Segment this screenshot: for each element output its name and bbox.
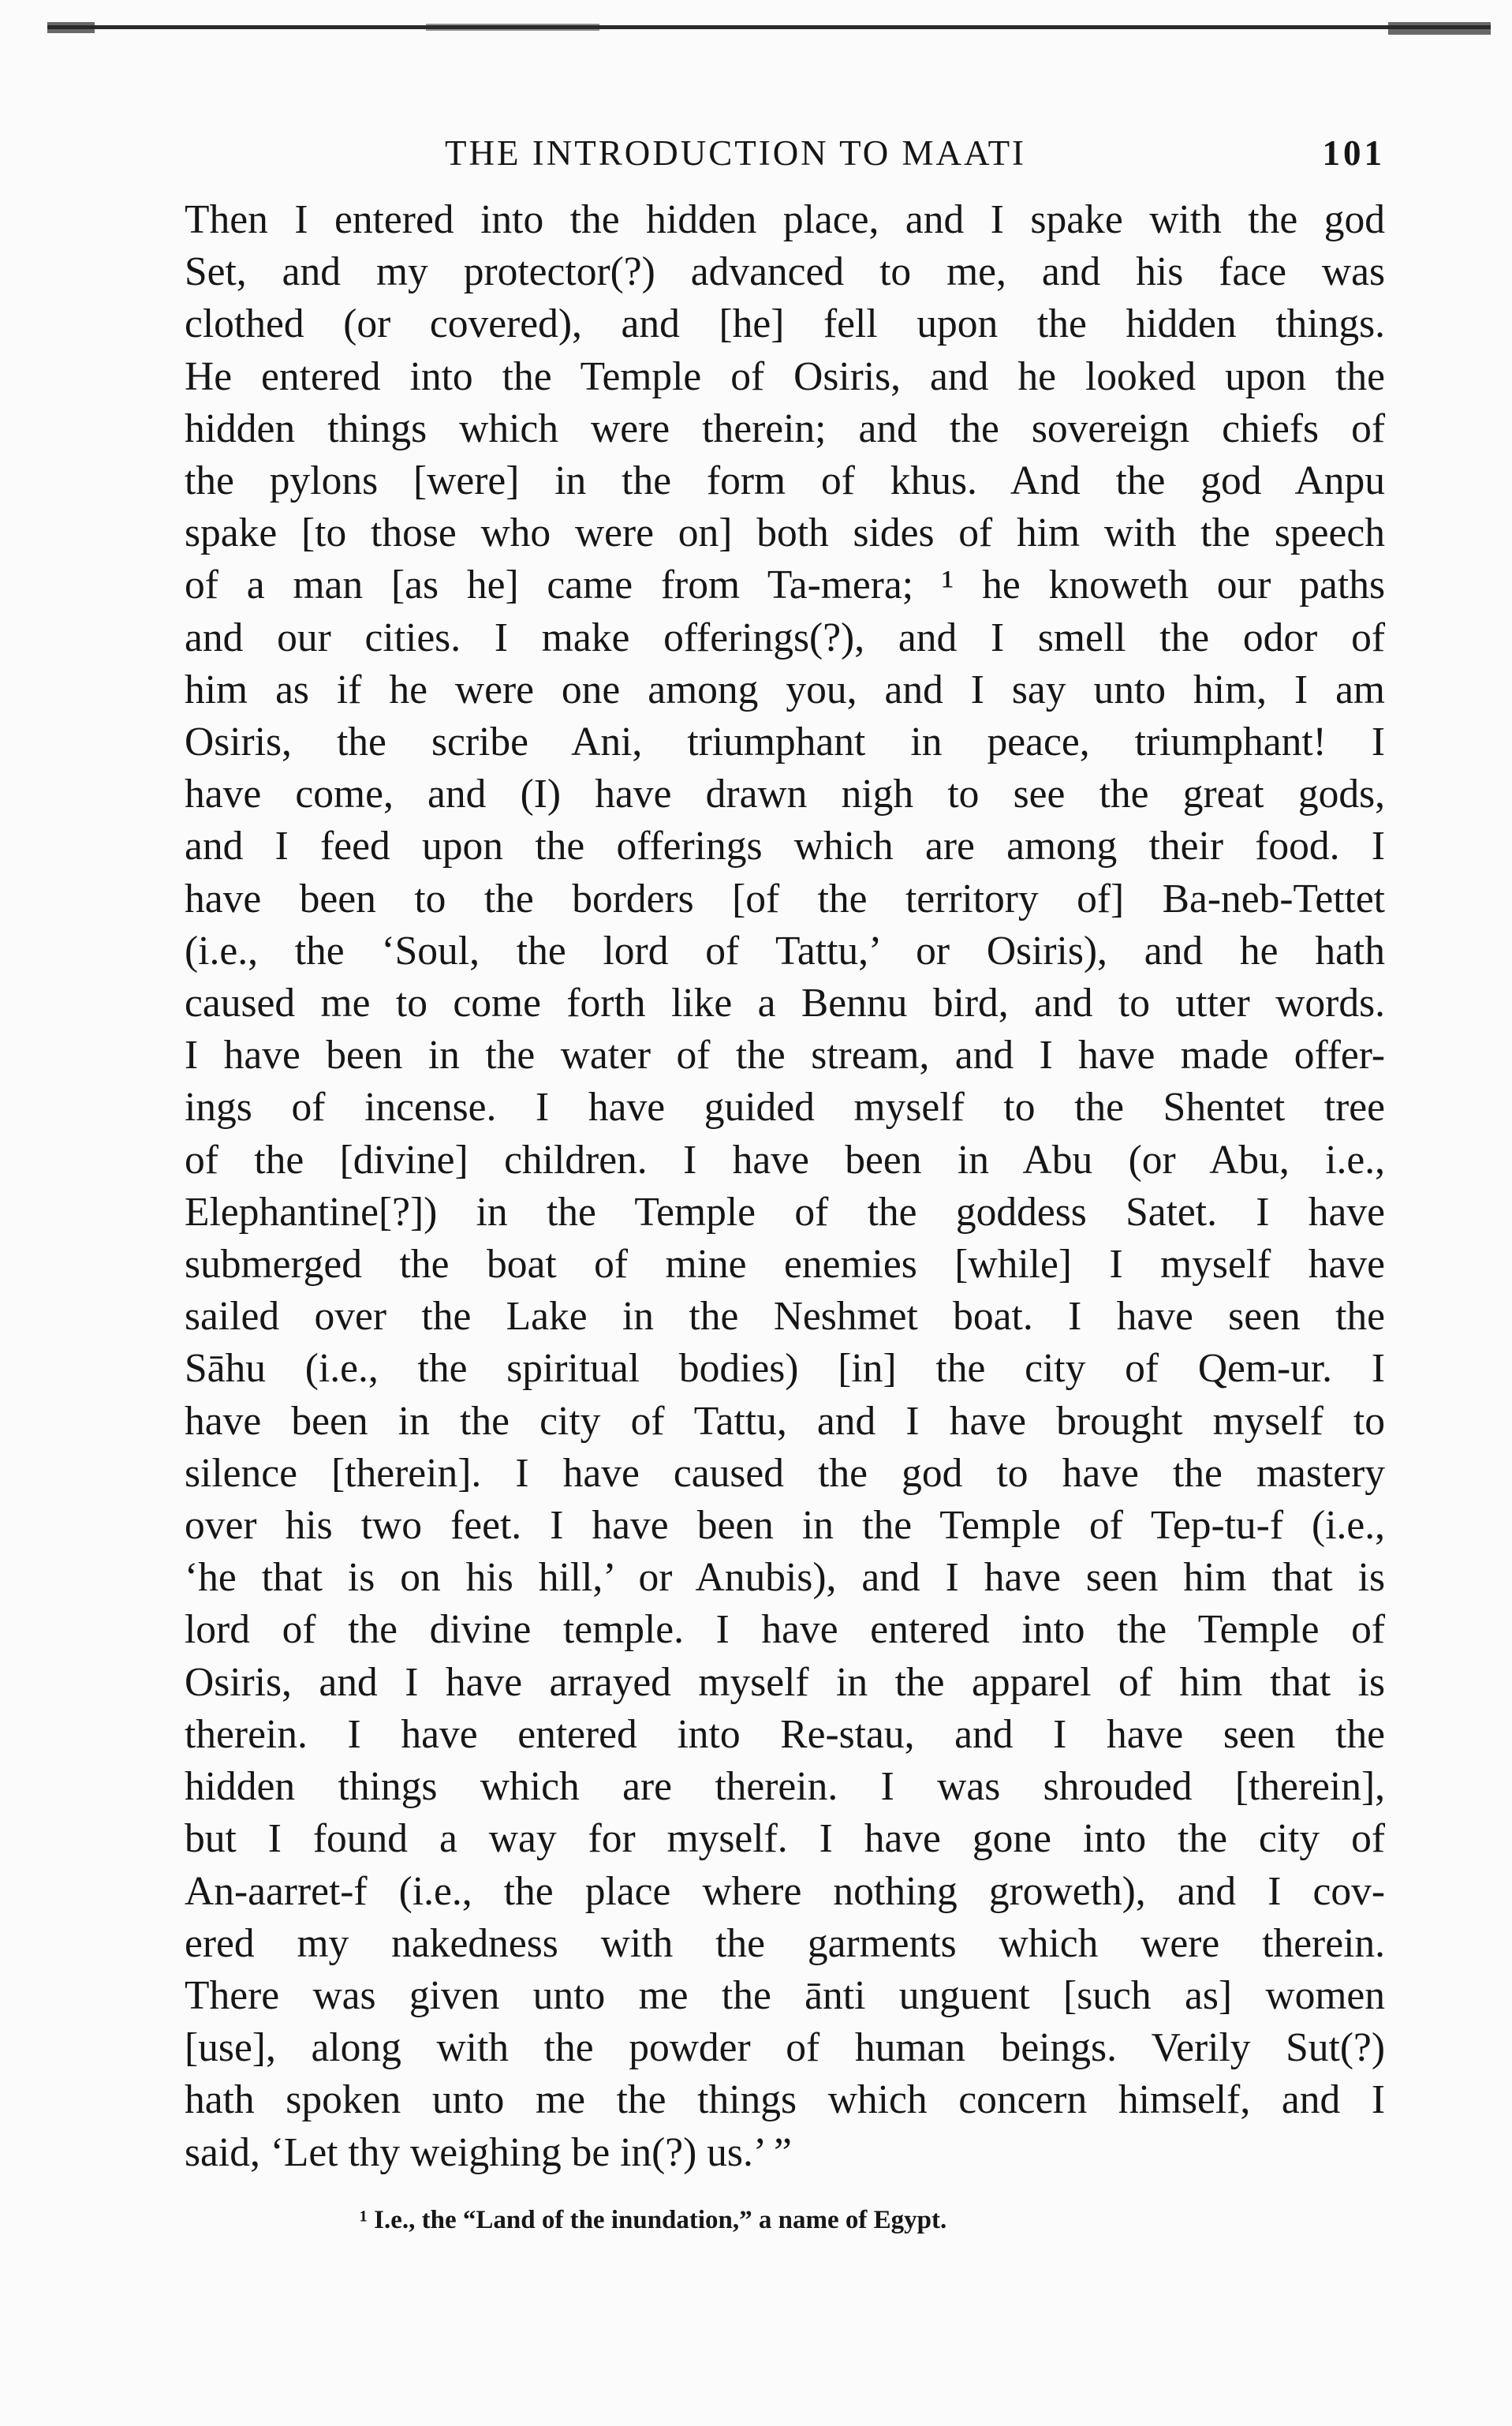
text-line: said, ‘Let thy weighing be in(?) us.’ ” [185, 2129, 792, 2175]
text-line: ered my nakedness with the garments which were therein. [185, 1920, 1385, 1966]
text-line: hidden things which are therein. I was shrouded [therein], [185, 1764, 1385, 1810]
text-line: caused me to come forth like a Bennu bird, and to utter words. [185, 981, 1385, 1026]
text-line: spake [to those who were on] both sides of him with the speech [185, 510, 1385, 556]
text-line: hath spoken unto me the things which concern himself, and I [185, 2077, 1385, 2123]
book-page [185, 118, 1385, 2235]
text-line: have been to the borders [of the territory of] Ba-neb-Tettet [185, 876, 1385, 921]
text-line: submerged the boat of mine enemies [while] I myself have [185, 1242, 1385, 1288]
text-line: and our cities. I make offerings(?), and I smell the odor of [185, 615, 1385, 660]
text-line: silence [therein]. I have caused the god to have the mastery [185, 1450, 1385, 1496]
footnote: ¹ I.e., the “Land of the inundation,” a name of Egypt. [360, 2205, 947, 2234]
text-line: of the [divine] children. I have been in Abu (or Abu, i.e., [185, 1137, 1385, 1183]
text-line: I have been in the water of the stream, and I have made offer- [185, 1033, 1385, 1078]
text-line: Set, and my protector(?) advanced to me, and his face was [185, 249, 1385, 295]
text-line: lord of the divine temple. I have entered into the Temple of [185, 1607, 1385, 1653]
top-border-rule [47, 22, 1491, 39]
body-paragraph [185, 194, 1385, 2179]
text-line: Sāhu (i.e., the spiritual bodies) [in] the city of Qem-ur. I [185, 1346, 1385, 1392]
text-line: Osiris, the scribe Ani, triumphant in peace, triumphant! I [185, 720, 1385, 765]
text-line: Elephantine[?]) in the Temple of the goddess Satet. I have [185, 1189, 1385, 1235]
text-line: Then I entered into the hidden place, and I spake with the god [185, 197, 1385, 242]
text-line: therein. I have entered into Re-stau, and I have seen the [185, 1711, 1385, 1757]
text-line: An-aarret-f (i.e., the place where nothing groweth), and I cov- [185, 1868, 1385, 1914]
text-line: over his two feet. I have been in the Temple of Tep-tu-f (i.e., [185, 1503, 1385, 1549]
text-line: the pylons [were] in the form of khus. And the god Anpu [185, 458, 1385, 504]
running-title: THE INTRODUCTION TO MAATI [445, 133, 1027, 173]
text-line: clothed (or covered), and [he] fell upon the hidden things. [185, 301, 1385, 347]
text-line: hidden things which were therein; and the sovereign chiefs of [185, 406, 1385, 451]
text-line: [use], along with the powder of human beings. Verily Sut(?) [185, 2025, 1385, 2071]
text-line: him as if he were one among you, and I say unto him, I am [185, 667, 1385, 712]
text-line: Osiris, and I have arrayed myself in the apparel of him that is [185, 1659, 1385, 1705]
text-line: ings of incense. I have guided myself to the Shentet tree [185, 1085, 1385, 1131]
text-line: but I found a way for myself. I have gone into the city of [185, 1816, 1385, 1862]
text-line: have come, and (I) have drawn nigh to see the great gods, [185, 772, 1385, 817]
text-line: ‘he that is on his hill,’ or Anubis), and I have seen him that is [185, 1555, 1385, 1601]
text-line: and I feed upon the offerings which are among their food. I [185, 824, 1385, 869]
running-head [185, 118, 1385, 181]
page-number: 101 [1322, 133, 1385, 173]
text-line: have been in the city of Tattu, and I have brought myself to [185, 1398, 1385, 1444]
text-line: He entered into the Temple of Osiris, and he looked upon the [185, 353, 1385, 399]
text-line: (i.e., the ‘Soul, the lord of Tattu,’ or Osiris), and he hath [185, 928, 1385, 974]
text-line: of a man [as he] came from Ta-mera; ¹ he knoweth our paths [185, 563, 1385, 608]
text-line: There was given unto me the ānti unguent [such as] women [185, 1972, 1385, 2018]
text-line: sailed over the Lake in the Neshmet boat. I have seen the [185, 1294, 1385, 1340]
